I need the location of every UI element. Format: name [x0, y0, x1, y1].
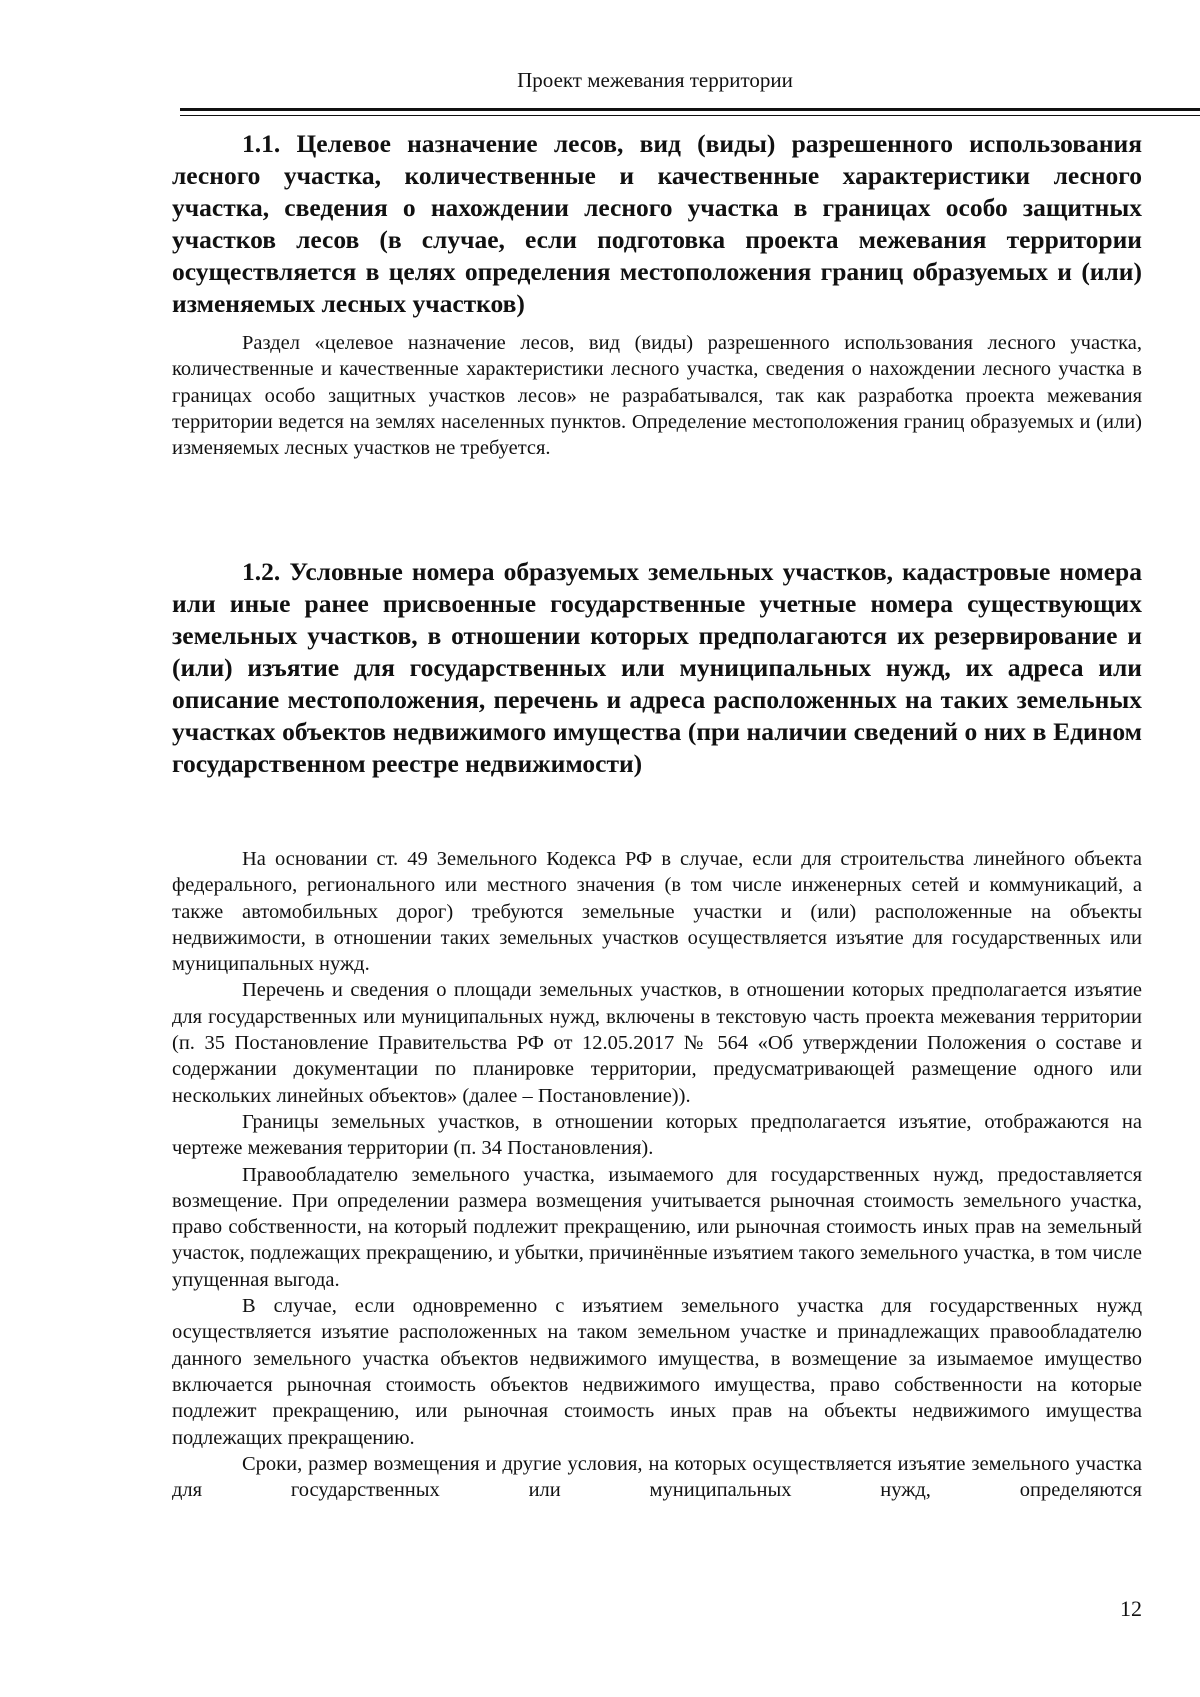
header-rule-thick: [180, 108, 1200, 111]
section-1-2-heading: 1.2. Условные номера образуемых земельных участков, кадастровые номера или иные ранее присвоенные государственные учетные номера существующих земельных участков, в отношении которых предполагаются их резервирование и (или) изъятие для государственных или муниципальных нужд, их адреса или описание местоположения, перечень и адреса расположенных на таких земельных участках объектов недвижимого имущества (при наличии сведений о них в Едином государственном реестре недвижимости): [172, 557, 1142, 778]
section-1-2-paragraph-6: Сроки, размер возмещения и другие условия, на которых осуществляется изъятие земельного участка для государственных или муниципальных нужд, определяются: [172, 1452, 1142, 1502]
section-1-2-paragraph-4: Правообладателю земельного участка, изымаемого для государственных нужд, предоставляется возмещение. При определении размера возмещения учитывается рыночная стоимость земельного участка, право собственности, на который подлежит прекращению, или рыночная стоимость иных прав на земельный участок, подлежащих прекращению, и убытки, причинённые изъятием такого земельного участка, в том числе упущенная выгода.: [172, 1163, 1142, 1291]
page-number: 12: [1120, 1596, 1142, 1621]
section-1-2-paragraph-5: В случае, если одновременно с изъятием земельного участка для государственных нужд осуществляется изъятие расположенных на таком земельном участке и принадлежащих правообладателю данного земельного участка объектов недвижимого имущества, в возмещение за изымаемое имущество включается рыночная стоимость объектов недвижимого имущества, право собственности на которые подлежит прекращению, или рыночная стоимость иных прав на объекты недвижимого имущества подлежащих прекращению.: [172, 1295, 1142, 1449]
section-1-1: [172, 128, 1142, 320]
section-1-2: [172, 556, 1142, 780]
running-header: Проект межевания территории: [517, 68, 793, 92]
header-rule-thin: [180, 115, 1200, 116]
section-1-2-paragraph-2: Перечень и сведения о площади земельных участков, в отношении которых предполагается изъятие для государственных или муниципальных нужд, включены в текстовую часть проекта межевания территории (п. 35 Постановление Правительства РФ от 12.05.2017 № 564 «Об утверждении Положения о составе и содержании документации по планировке территории, предусматривающей размещение одного или нескольких линейных объектов» (далее – Постановление)).: [172, 979, 1142, 1107]
section-1-2-body: [172, 846, 1142, 1503]
section-1-2-paragraph-1: На основании ст. 49 Земельного Кодекса РФ в случае, если для строительства линейного объекта федерального, регионального или местного значения (в том числе инженерных сетей и коммуникаций, а также автомобильных дорог) требуются земельные участки и (или) расположенные на объекты недвижимости, в отношении таких земельных участков осуществляется изъятие для государственных или муниципальных нужд.: [172, 848, 1142, 976]
section-1-1-body: [172, 330, 1142, 461]
section-1-2-paragraph-3: Границы земельных участков, в отношении которых предполагается изъятие, отображаются на чертеже межевания территории (п. 34 Постановления).: [172, 1110, 1142, 1160]
section-1-1-heading: 1.1. Целевое назначение лесов, вид (виды) разрешенного использования лесного участка, количественные и качественные характеристики лесного участка, сведения о нахождении лесного участка в границах особо защитных участков лесов (в случае, если подготовка проекта межевания территории осуществляется в целях определения местоположения границ образуемых и (или) изменяемых лесных участков): [172, 129, 1142, 318]
section-1-1-paragraph: Раздел «целевое назначение лесов, вид (виды) разрешенного использования лесного участка, количественные и качественные характеристики лесного участка, сведения о нахождении лесного участка в границах особо защитных участков лесов» не разрабатывался, так как разработка проекта межевания территории ведется на землях населенных пунктов. Определение местоположения границ образуемых и (или) изменяемых лесных участков не требуется.: [172, 332, 1142, 460]
